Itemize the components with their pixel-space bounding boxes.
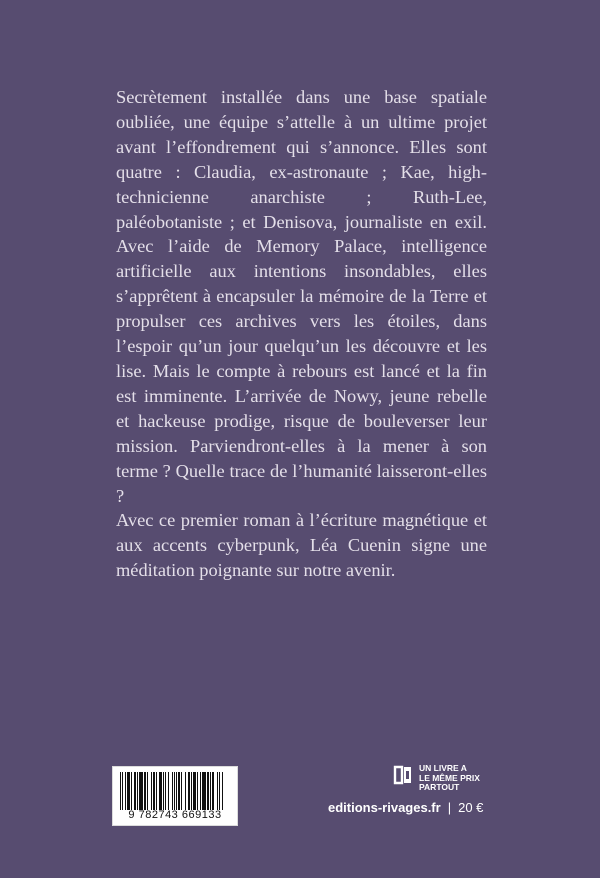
- barcode-bar: [125, 772, 126, 810]
- barcode-bar: [151, 772, 152, 810]
- barcode-bar: [120, 772, 121, 810]
- barcode-bar: [147, 772, 148, 810]
- barcode-bar: [185, 772, 186, 810]
- barcode-bar: [153, 772, 155, 810]
- blurb-paragraph-synopsis: Secrètement installée dans une base spatiale oubliée, une équipe s’attelle à un ultime projet avant l’effondrement qui s’annonce. Elles sont quatre : Claudia, ex-astronaute ; Kae, high-technicienne anarchiste ; Ruth-Lee, paléobotaniste ; et Denisova, journaliste en exil. Avec l’aide de Memory Palace, intelligence artificielle aux intentions insondables, elles s’apprêtent à encapsuler la mémoire de la Terre et propulser ces archives vers les étoiles, dans l’espoir qu’un jour quelqu’un les découvre et les lise. Mais le compte à rebours est lancé et la fin est imminente. L’arrivée de Nowy, jeune rebelle et hackeuse prodige, risque de bouleverser leur mission. Parviendront-elles à la mener à son terme ? Quelle trace de l’humanité laisseront-elles ?: [116, 87, 487, 506]
- barcode-bar: [174, 772, 175, 810]
- slogan-line-3: PARTOUT: [419, 782, 460, 792]
- publisher-website-link[interactable]: editions-rivages.fr: [328, 800, 441, 815]
- barcode-bar: [202, 772, 206, 810]
- footer-separator: |: [447, 800, 452, 815]
- barcode-bar: [168, 772, 169, 810]
- barcode-bar: [131, 772, 132, 810]
- isbn-number: 9 782743 669133: [128, 809, 222, 821]
- barcode-bar: [144, 772, 146, 810]
- barcode: [112, 766, 238, 826]
- back-cover-blurb: [116, 85, 487, 583]
- book-price-logo-icon: [393, 764, 413, 786]
- barcode-bar: [207, 772, 209, 810]
- barcode-bar: [139, 772, 143, 810]
- barcode-bar: [165, 772, 166, 810]
- barcode-bar: [163, 772, 164, 810]
- blurb-paragraph-review: Avec ce premier roman à l’écriture magnétique et aux accents cyberpunk, Léa Cuenin signe une méditation poignante sur notre avenir.: [116, 510, 487, 581]
- barcode-bar: [197, 772, 198, 810]
- barcode-bar: [172, 772, 173, 810]
- barcode-bar: [176, 772, 177, 810]
- barcode-bar: [200, 772, 201, 810]
- barcode-bar: [191, 772, 192, 810]
- barcode-bar: [219, 772, 220, 810]
- barcode-bars: [118, 772, 232, 810]
- barcode-bar: [212, 772, 214, 810]
- barcode-bar: [193, 772, 196, 810]
- barcode-bar: [137, 772, 138, 810]
- barcode-bar: [188, 772, 190, 810]
- fixed-price-slogan: [419, 764, 480, 793]
- publisher-footer: [328, 800, 483, 815]
- barcode-bar: [178, 772, 180, 810]
- barcode-bar: [159, 772, 162, 810]
- slogan-line-1: UN LIVRE A: [419, 763, 467, 773]
- barcode-bar: [122, 772, 123, 810]
- slogan-line-2: LE MÊME PRIX: [419, 772, 480, 783]
- barcode-bar: [217, 772, 218, 810]
- barcode-bar: [156, 772, 157, 810]
- barcode-bar: [134, 772, 136, 810]
- barcode-bar: [210, 772, 211, 810]
- barcode-bar: [222, 772, 223, 810]
- barcode-bar: [181, 772, 182, 810]
- barcode-bar: [127, 772, 130, 810]
- book-price: 20 €: [458, 800, 484, 815]
